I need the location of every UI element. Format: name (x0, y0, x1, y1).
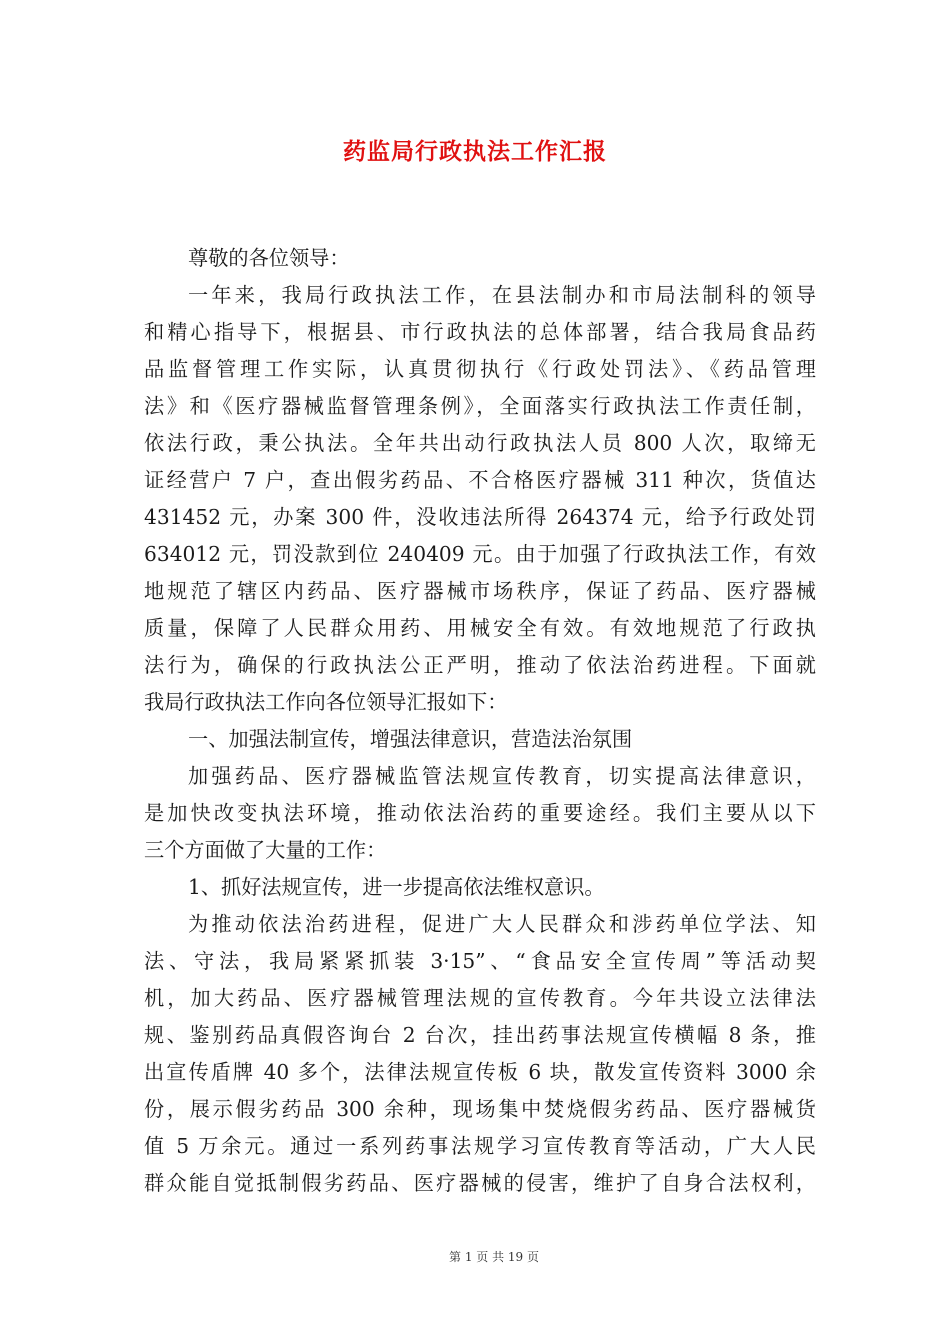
text-line: 法》和《医疗器械监督管理条例》，全面落实行政执法工作责任制， (144, 394, 816, 418)
text-line: 加强药品、医疗器械监管法规宣传教育，切实提高法律意识， (188, 764, 816, 788)
text-line: 份，展示假劣药品 300 余种，现场集中焚烧假劣药品、医疗器械货 (144, 1097, 816, 1121)
text-line: 1、抓好法规宣传，进一步提高依法维权意识。 (188, 875, 605, 899)
text-line: 品监督管理工作实际，认真贯彻执行《行政处罚法》、《药品管理 (144, 357, 816, 381)
text-line: 值 5 万余元。通过一系列药事法规学习宣传教育等活动，广大人民 (144, 1134, 816, 1158)
text-line: 我局行政执法工作向各位领导汇报如下： (144, 690, 508, 714)
text-line: 尊敬的各位领导： (188, 246, 350, 270)
text-line: 一年来，我局行政执法工作，在县法制办和市局法制科的领导 (188, 283, 816, 307)
text-line: 质量，保障了人民群众用药、用械安全有效。有效地规范了行政执 (144, 616, 816, 640)
text-line: 法行为，确保的行政执法公正严明，推动了依法治药进程。下面就 (144, 653, 816, 677)
text-line: 634012 元，罚没款到位 240409 元。由于加强了行政执法工作，有效 (144, 542, 816, 566)
text-line: 地规范了辖区内药品、医疗器械市场秩序，保证了药品、医疗器械 (144, 579, 816, 603)
text-line: 431452 元，办案 300 件，没收违法所得 264374 元，给予行政处罚 (144, 505, 816, 529)
text-line: 为推动依法治药进程，促进广大人民群众和涉药单位学法、知 (188, 912, 816, 936)
text-line: 机，加大药品、医疗器械管理法规的宣传教育。今年共设立法律法 (144, 986, 816, 1010)
text-line: 三个方面做了大量的工作： (144, 838, 387, 862)
text-line: 群众能自觉抵制假劣药品、医疗器械的侵害，维护了自身合法权利， (144, 1171, 816, 1195)
text-line: 是加快改变执法环境，推动依法治药的重要途经。我们主要从以下 (144, 801, 816, 825)
text-line: 出宣传盾牌 40 多个，法律法规宣传板 6 块，散发宣传资料 3000 余 (144, 1060, 816, 1084)
text-line: 证经营户 7 户，查出假劣药品、不合格医疗器械 311 种次，货值达 (144, 468, 816, 492)
document-title: 药监局行政执法工作汇报 (343, 138, 607, 165)
text-line: 规、鉴别药品真假咨询台 2 台次，挂出药事法规宣传横幅 8 条，推 (144, 1023, 816, 1047)
text-line: 和精心指导下，根据县、市行政执法的总体部署，结合我局食品药 (144, 320, 816, 344)
text-line: 法、守法，我局紧紧抓装 3·15”、“食品安全宣传周”等活动契 (144, 949, 816, 973)
document-body (144, 240, 816, 1202)
text-line: 一、加强法制宣传，增强法律意识，营造法治氛围 (188, 727, 633, 751)
text-line: 依法行政，秉公执法。全年共出动行政执法人员 800 人次，取缔无 (144, 431, 816, 455)
page-number-footer: 第 1 页 共 19 页 (449, 1250, 539, 1264)
